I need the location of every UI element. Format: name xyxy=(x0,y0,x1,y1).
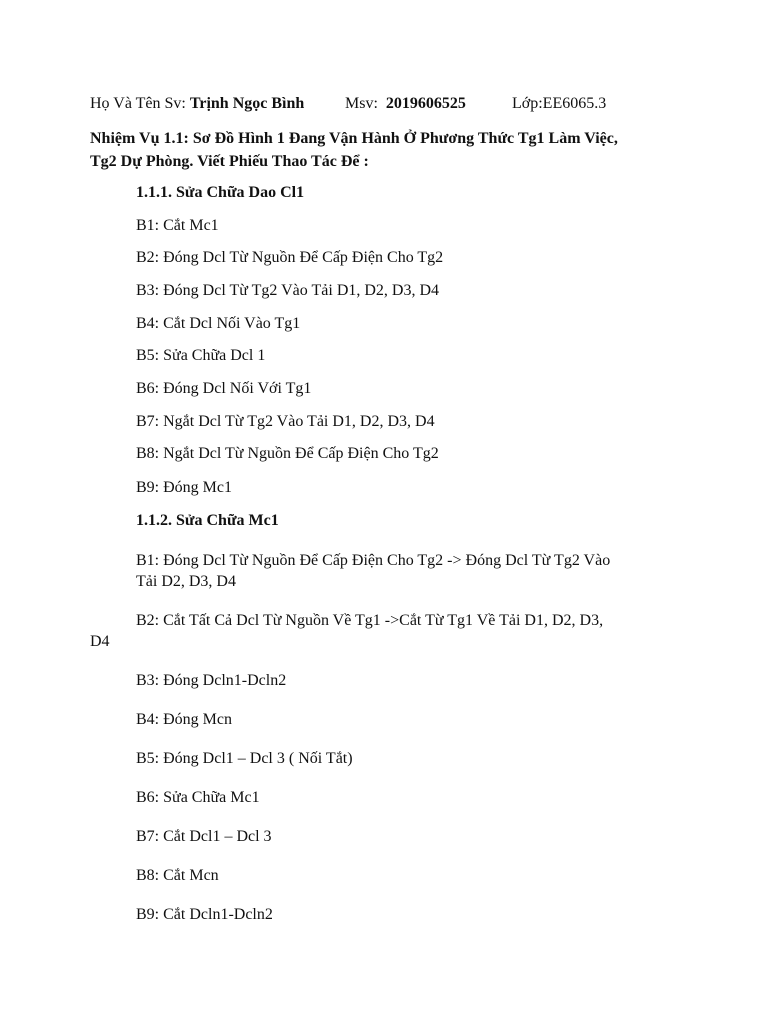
list-item: B1: Cắt Mc1 xyxy=(136,217,219,234)
list-item: B2: Đóng Dcl Từ Nguồn Để Cấp Điện Cho Tg2 xyxy=(136,249,444,266)
list-item: B8: Ngắt Dcl Từ Nguồn Để Cấp Điện Cho Tg2 xyxy=(136,445,439,462)
section-heading-2: 1.1.2. Sửa Chữa Mc1 xyxy=(136,512,279,529)
list-item-continuation: Tải D2, D3, D4 xyxy=(136,573,236,590)
task-title-line2: Tg2 Dự Phòng. Viết Phiếu Thao Tác Để : xyxy=(90,153,369,170)
list-item: B6: Đóng Dcl Nối Với Tg1 xyxy=(136,380,312,397)
list-item: B3: Đóng Dcl Từ Tg2 Vào Tải D1, D2, D3, D4 xyxy=(136,282,440,299)
task-title-line1: Nhiệm Vụ 1.1: Sơ Đồ Hình 1 Đang Vận Hành Ở Phương Thức Tg1 Làm Việc, xyxy=(90,130,618,147)
student-info-line xyxy=(90,94,304,114)
msv-value: 2019606525 xyxy=(385,95,466,112)
list-item: B1: Đóng Dcl Từ Nguồn Để Cấp Điện Cho Tg2 -> Đóng Dcl Từ Tg2 Vào xyxy=(136,552,611,569)
student-name: Trịnh Ngọc Bình xyxy=(189,95,305,112)
msv-label: Msv: xyxy=(345,95,378,112)
list-item: B7: Cắt Dcl1 – Dcl 3 xyxy=(136,828,272,845)
list-item: B2: Cắt Tất Cả Dcl Từ Nguồn Về Tg1 ->Cắt Từ Tg1 Về Tải D1, D2, D3, xyxy=(136,612,604,629)
list-item: B6: Sửa Chữa Mc1 xyxy=(136,789,260,806)
list-item: B9: Cắt Dcln1-Dcln2 xyxy=(136,906,273,923)
msv-field xyxy=(345,94,466,114)
name-label: Họ Và Tên Sv: xyxy=(90,95,186,112)
list-item: B9: Đóng Mc1 xyxy=(136,479,232,496)
list-item: B7: Ngắt Dcl Từ Tg2 Vào Tải D1, D2, D3, D4 xyxy=(136,413,435,430)
class-field: Lớp:EE6065.3 xyxy=(512,95,607,112)
list-item: B4: Đóng Mcn xyxy=(136,711,232,728)
list-item: B8: Cắt Mcn xyxy=(136,867,219,884)
list-item: B5: Đóng Dcl1 – Dcl 3 ( Nối Tắt) xyxy=(136,750,353,767)
list-item: B3: Đóng Dcln1-Dcln2 xyxy=(136,672,287,689)
list-item: B4: Cắt Dcl Nối Vào Tg1 xyxy=(136,315,301,332)
section-heading-1: 1.1.1. Sửa Chữa Dao Cl1 xyxy=(136,184,305,201)
list-item-continuation: D4 xyxy=(90,633,110,650)
list-item: B5: Sửa Chữa Dcl 1 xyxy=(136,347,266,364)
